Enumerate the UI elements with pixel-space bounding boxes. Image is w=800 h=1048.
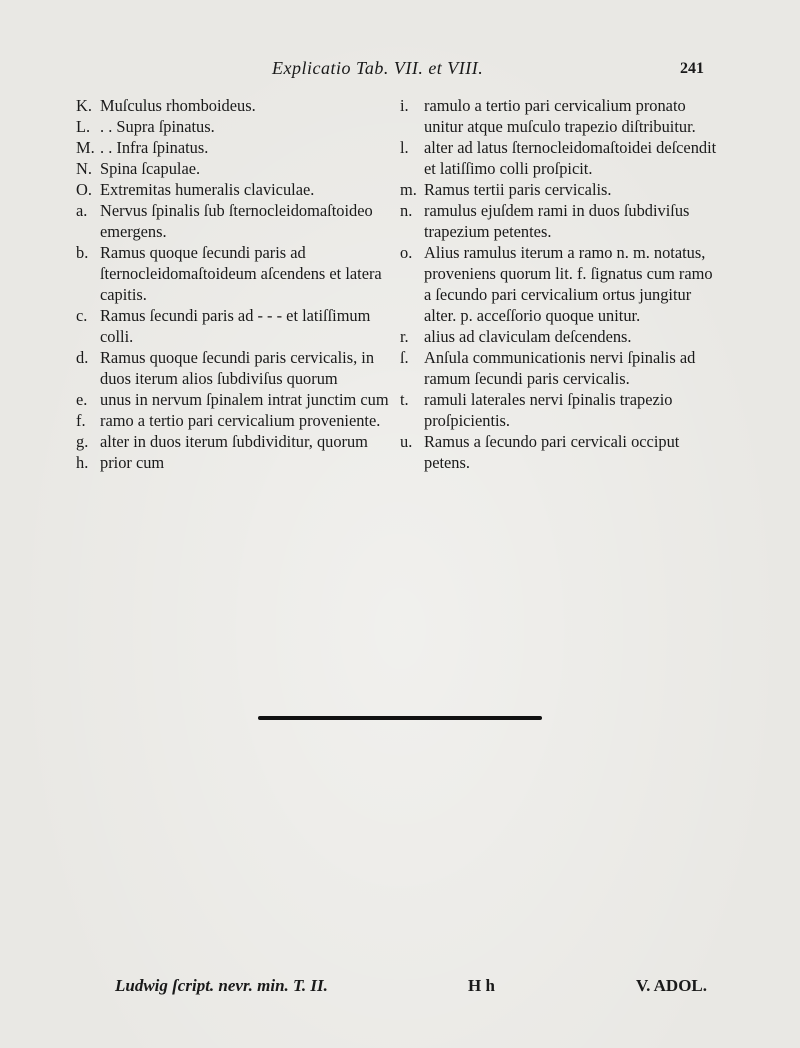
legend-key: N. (76, 159, 92, 178)
legend-entry (400, 179, 720, 200)
legend-key: t. (400, 390, 409, 409)
page-header (0, 58, 800, 84)
legend-entry (76, 95, 396, 116)
legend-entry (76, 158, 396, 179)
legend-text: unus in nervum ſpinalem intrat junctim cum (100, 390, 389, 409)
legend-entry (76, 452, 396, 473)
legend-key: b. (76, 243, 89, 262)
legend-text: Ramus quoque ſecundi paris ad ſternocleidomaſtoideum aſcendens et latera capitis. (100, 243, 382, 304)
legend-text: Ramus a ſecundo pari cervicali occiput petens. (424, 432, 680, 472)
legend-key: f. (76, 411, 86, 430)
legend-text: ramo a tertio pari cervicalium proveniente. (100, 411, 381, 430)
legend-entry (76, 137, 396, 158)
legend-text: alter in duos iterum ſubdividitur, quorum (100, 432, 368, 451)
legend-text: Extremitas humeralis claviculae. (100, 180, 315, 199)
legend-text: Ramus tertii paris cervicalis. (424, 180, 612, 199)
footer-catchword: V. ADOL. (636, 976, 708, 995)
legend-key: a. (76, 201, 88, 220)
legend-entry (400, 242, 720, 326)
legend-text: . . Supra ſpinatus. (100, 117, 215, 136)
legend-key: o. (400, 243, 413, 262)
legend-entry (400, 95, 720, 137)
page-number: 241 (680, 60, 704, 77)
right-column (400, 95, 720, 473)
legend-text: ramuli laterales nervi ſpinalis trapezio proſpicientis. (424, 390, 673, 430)
legend-entry (400, 326, 720, 347)
legend-entry (400, 431, 720, 473)
legend-text: Anſula communicationis nervi ſpinalis ad ramum ſecundi paris cervicalis. (424, 348, 696, 388)
legend-key: O. (76, 180, 92, 199)
legend-entry (400, 200, 720, 242)
legend-key: m. (400, 180, 417, 199)
legend-key: n. (400, 201, 413, 220)
footer-signature-mark: H h (468, 976, 495, 995)
legend-key: g. (76, 432, 89, 451)
legend-entry (76, 347, 396, 389)
legend-key: r. (400, 327, 409, 346)
legend-text: alter ad latus ſternocleidomaſtoidei deſcendit et latiſſimo colli proſpicit. (424, 138, 717, 178)
legend-entry (76, 431, 396, 452)
legend-text: ramulo a tertio pari cervicalium pronato unitur atque muſculo trapezio diſtribuitur. (424, 96, 696, 136)
legend-key: h. (76, 453, 89, 472)
running-title: Explicatio Tab. VII. et VIII. (272, 58, 484, 78)
legend-text: Muſculus rhomboideus. (100, 96, 256, 115)
left-column (76, 95, 396, 473)
legend-key: ſ. (400, 348, 409, 367)
legend-text: Alius ramulus iterum a ramo n. m. notatus, proveniens quorum lit. f. ſignatus cum ramo a ſecundo pari cervicalium ortus jungitur alter. p. acceſſorio quoque unitur. (424, 243, 713, 325)
legend-text: Ramus ſecundi paris ad - - - et latiſſimum colli. (100, 306, 371, 346)
legend-entry (76, 200, 396, 242)
legend-key: u. (400, 432, 413, 451)
bleed-through-background (60, 520, 740, 980)
legend-entry (76, 179, 396, 200)
legend-text: prior cum (100, 453, 165, 472)
legend-entry (76, 116, 396, 137)
legend-key: i. (400, 96, 409, 115)
footer-signature-citation: Ludwig ſcript. nevr. min. T. II. (115, 976, 328, 995)
bleed-through-heading-shadow (60, 520, 740, 570)
legend-text: alius ad claviculam deſcendens. (424, 327, 632, 346)
legend-key: d. (76, 348, 89, 367)
legend-key: L. (76, 117, 91, 136)
legend-entry (76, 410, 396, 431)
legend-text: Ramus quoque ſecundi paris cervicalis, in duos iterum alios ſubdiviſus quorum (100, 348, 375, 388)
legend-key: c. (76, 306, 88, 325)
legend-key: l. (400, 138, 409, 157)
page-footer (0, 976, 800, 1006)
legend-entry (400, 137, 720, 179)
legend-text: Nervus ſpinalis ſub ſternocleidomaſtoideo emergens. (100, 201, 373, 241)
legend-key: K. (76, 96, 92, 115)
legend-entry (76, 242, 396, 305)
legend-text: ramulus ejuſdem rami in duos ſubdiviſus trapezium petentes. (424, 201, 690, 241)
legend-entry (400, 347, 720, 389)
legend-entry (76, 305, 396, 347)
legend-text: Spina ſcapulae. (100, 159, 201, 178)
legend-text: . . Infra ſpinatus. (100, 138, 209, 157)
legend-entry (76, 389, 396, 410)
legend-key: M. (76, 138, 95, 157)
horizontal-rule (258, 716, 542, 720)
legend-entry (400, 389, 720, 431)
legend-key: e. (76, 390, 88, 409)
